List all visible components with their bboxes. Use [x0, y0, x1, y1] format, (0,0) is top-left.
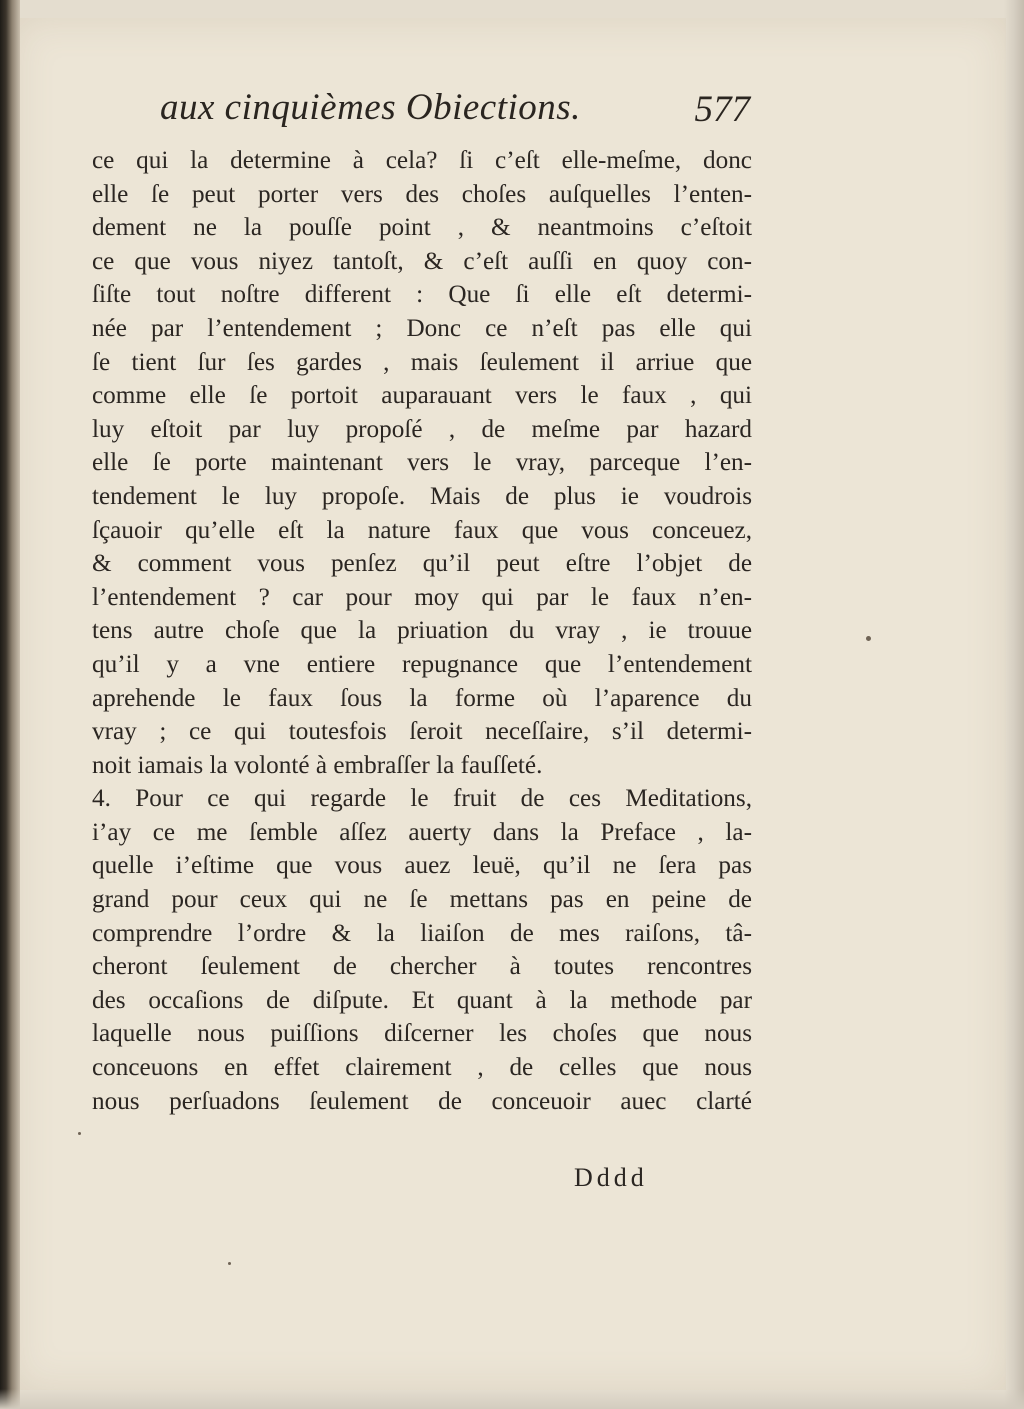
text-line: ſe tient ſur ſes gardes , mais ſeulement il arriue que — [92, 348, 752, 376]
text-line: ſiſte tout noſtre different : Que ſi elle eſt determi- — [92, 281, 752, 309]
binding-shadow — [0, 0, 20, 1409]
text-line: comprendre l’ordre & la liaiſon de mes raiſons, tâ- — [92, 919, 752, 947]
text-line: noit iamais la volonté à embraſſer la fauſſeté. — [92, 751, 543, 779]
body-text — [92, 144, 752, 1118]
signature-mark: Dddd — [574, 1163, 648, 1192]
paper-speck — [866, 636, 871, 641]
text-line: nous perſuadons ſeulement de conceuoir auec clarté — [92, 1087, 752, 1115]
page-edge — [1004, 0, 1024, 1409]
text-line: i’ay ce me ſemble aſſez auerty dans la Preface , la- — [92, 818, 752, 846]
text-line: ſçauoir qu’elle eſt la nature faux que vous conceuez, — [92, 516, 752, 544]
text-line: ce qui la determine à cela? ſi c’eſt elle-meſme, donc — [92, 147, 752, 174]
text-line: née par l’entendement ; Donc ce n’eſt pas elle qui — [92, 314, 752, 342]
page-number: 577 — [694, 89, 750, 130]
text-line: elle ſe peut porter vers des choſes auſquelles l’enten- — [92, 180, 752, 208]
text-line: vray ; ce qui toutesfois ſeroit neceſſaire, s’il determi- — [92, 718, 752, 746]
text-line: elle ſe porte maintenant vers le vray, parceque l’en- — [92, 449, 752, 477]
paper-speck — [228, 1262, 231, 1265]
text-line: & comment vous penſez qu’il peut eſtre l’objet de — [92, 550, 752, 578]
text-line: 4. Pour ce qui regarde le fruit de ces Meditations, — [92, 785, 752, 813]
text-line: qu’il y a vne entiere repugnance que l’entendement — [92, 650, 752, 678]
text-line: des occaſions de diſpute. Et quant à la methode par — [92, 986, 752, 1014]
text-line: l’entendement ? car pour moy qui par le faux n’en- — [92, 583, 752, 611]
text-line: tendement le luy propoſe. Mais de plus ie voudrois — [92, 482, 752, 510]
text-line: tens autre choſe que la priuation du vray , ie trouue — [92, 617, 752, 645]
paper-speck — [78, 1132, 81, 1135]
text-line: aprehende le faux ſous la forme où l’aparence du — [92, 684, 752, 712]
text-line: comme elle ſe portoit auparauant vers le faux , qui — [92, 382, 752, 410]
text-line: laquelle nous puiſſions diſcerner les choſes que nous — [92, 1020, 752, 1048]
page-bottom-edge — [0, 1389, 1024, 1409]
text-line: quelle i’eſtime que vous auez leuë, qu’il ne ſera pas — [92, 852, 752, 880]
text-line: cheront ſeulement de chercher à toutes rencontres — [92, 953, 752, 981]
text-line: conceuons en effet clairement , de celles que nous — [92, 1054, 752, 1082]
text-line: dement ne la pouſſe point , & neantmoins c’eſtoit — [92, 214, 752, 242]
page-header — [90, 86, 760, 136]
text-line: luy eſtoit par luy propoſé , de meſme par hazard — [92, 415, 752, 443]
text-line: grand pour ceux qui ne ſe mettans pas en peine de — [92, 886, 752, 914]
running-title: aux cinquièmes Obiections. — [160, 87, 581, 128]
text-line: ce que vous niyez tantoſt, & c’eſt auſſi en quoy con- — [92, 247, 752, 275]
